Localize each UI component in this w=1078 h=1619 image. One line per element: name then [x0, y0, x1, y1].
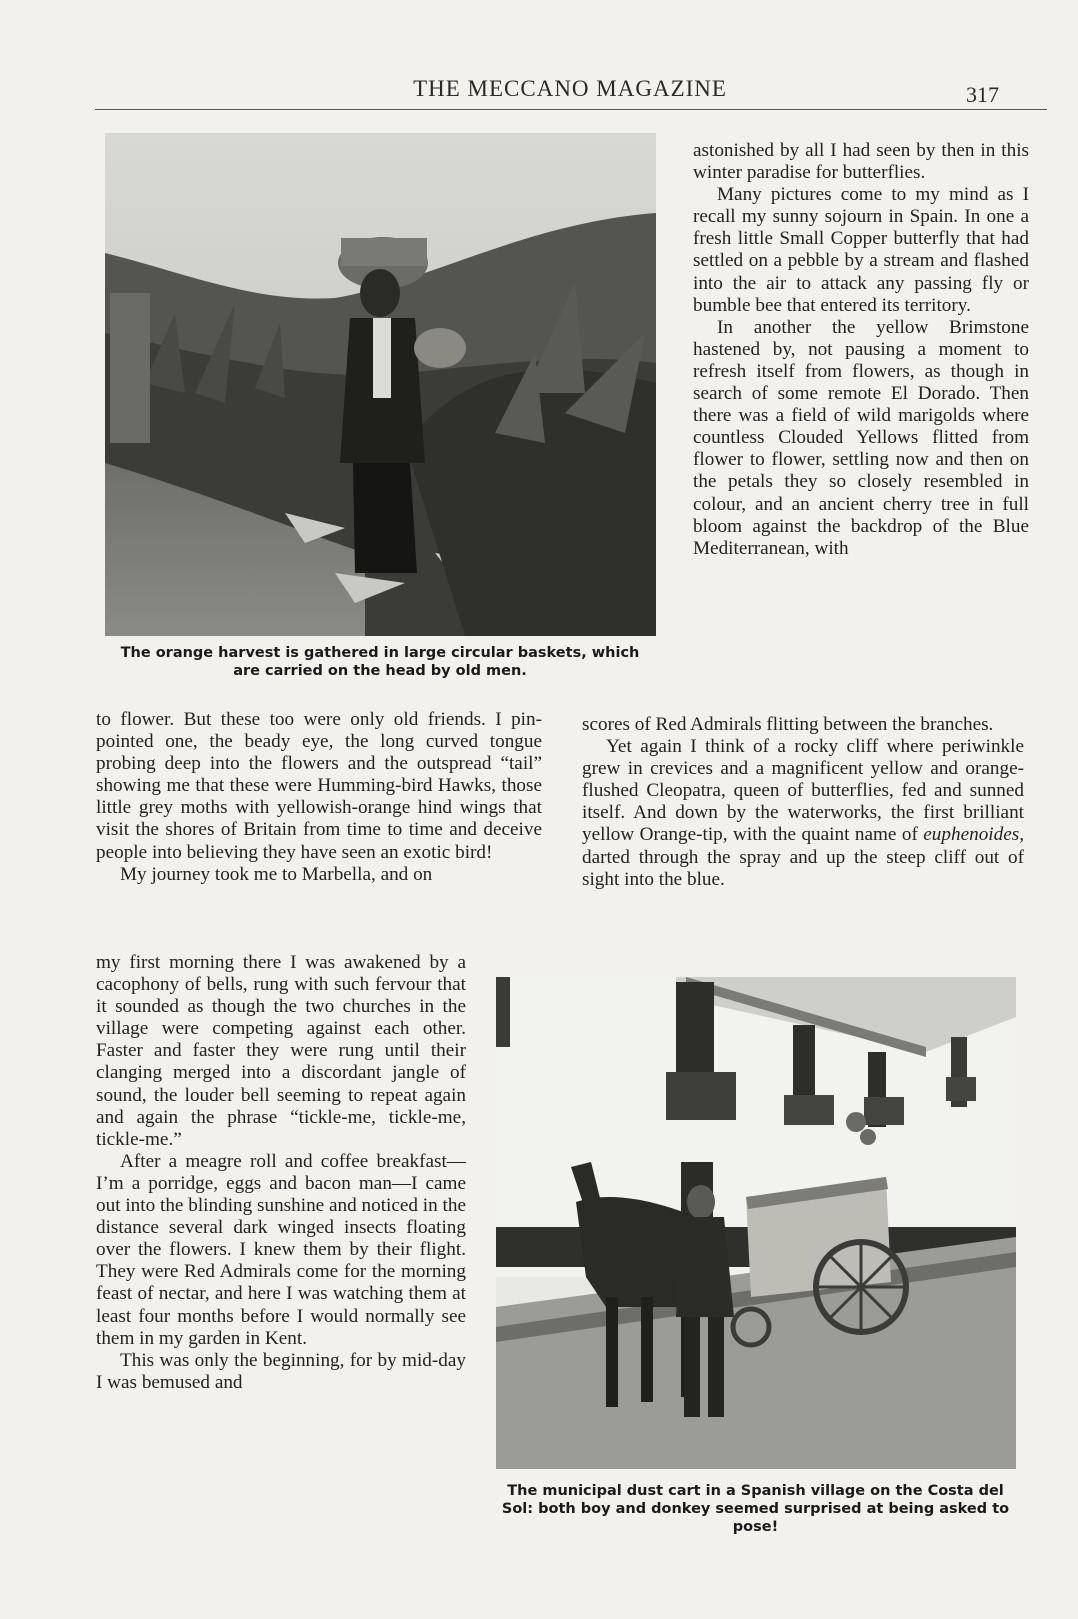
orange-harvest-photo — [105, 133, 656, 636]
paragraph: astonished by all I had seen by then in this winter paradise for butterflies. — [693, 140, 1029, 184]
magazine-title: THE MECCANO MAGAZINE — [413, 76, 727, 101]
caption-line: are carried on the head by old men. — [233, 663, 527, 679]
orange-harvest-image — [105, 133, 656, 636]
caption-line: The municipal dust cart in a Spanish village on the Costa del — [507, 1483, 1004, 1499]
paragraph: Many pictures come to my mind as I recall my sunny sojourn in Spain. In one a fresh little Small Copper butterfly that had settled on a pebble by a stream and flashed into the air to attack any passing fly or bumble bee that entered its territory. — [693, 184, 1029, 316]
italic-species-name: euphenoides, — [923, 824, 1024, 846]
text-run: Yet again I think of a rocky cliff where periwinkle grew in crevices and a magnificent yellow and orange-flushed Cleopatra, queen of butterflies, fed and sunned itself. And down by the waterworks, the first brilliant yellow Orange-tip, with the quaint name of — [582, 736, 1024, 846]
dust-cart-caption — [488, 1482, 1023, 1536]
dust-cart-photo — [496, 977, 1016, 1469]
text-run: darted through the spray and up the steep cliff out of sight into the blue. — [582, 846, 1024, 890]
header-rule — [95, 109, 1047, 110]
paragraph — [582, 736, 1024, 891]
page-number: 317 — [966, 82, 999, 107]
paragraph: scores of Red Admirals flitting between the branches. — [582, 714, 994, 735]
caption-line: The orange harvest is gathered in large circular baskets, which — [120, 645, 640, 661]
left-column-bottom-text — [96, 952, 466, 1394]
paragraph: My journey took me to Marbella, and on — [120, 863, 433, 885]
paragraph: to flower. But these too were only old friends. I pin-pointed one, the beady eye, the long curved tongue probing deep into the flowers and the outspread “tail” showing me that these were Humming-bird Hawks, those little grey moths with yellowish-orange hind wings that visit the shores of Britain from time to time and deceive people into believing they have seen an exotic bird! — [96, 709, 542, 863]
dust-cart-image — [496, 977, 1016, 1469]
paragraph: my first morning there I was awakened by a cacophony of bells, rung with such fervour that it sounded as though the two churches in the village were competing against each other. Faster and faster they were rung until their clanging merged into a discordant jangle of sound, the louder bell seeming to repeat again and again the phrase “tickle-me, tickle-me, tickle-me.” — [96, 952, 466, 1150]
paragraph: After a meagre roll and coffee breakfast—I’m a porridge, eggs and bacon man—I came out into the blinding sunshine and noticed in the distance several dark winged insects floating over the flowers. I knew them by their flight. They were Red Admirals come for the morning feast of nectar, and here I was watching them at least four months before I would normally see them in my garden in Kent. — [96, 1150, 466, 1349]
right-column-middle-text — [582, 714, 1024, 891]
left-column-middle-text — [96, 709, 542, 886]
orange-harvest-caption — [100, 644, 660, 680]
caption-line: Sol: both boy and donkey seemed surprised at being asked to pose! — [501, 1501, 1010, 1535]
paragraph: This was only the beginning, for by mid-day I was bemused and — [96, 1349, 466, 1393]
right-column-top-text — [693, 140, 1029, 560]
paragraph: In another the yellow Brimstone hastened by, not pausing a moment to refresh itself from flowers, as though in search of some remote El Dorado. Then there was a field of wild marigolds where countless Clouded Yellows flitted from flower to flower, settling now and then on the petals they so closely resembled in colour, and an ancient cherry tree in full bloom against the backdrop of the Blue Mediterranean, with — [693, 316, 1029, 559]
